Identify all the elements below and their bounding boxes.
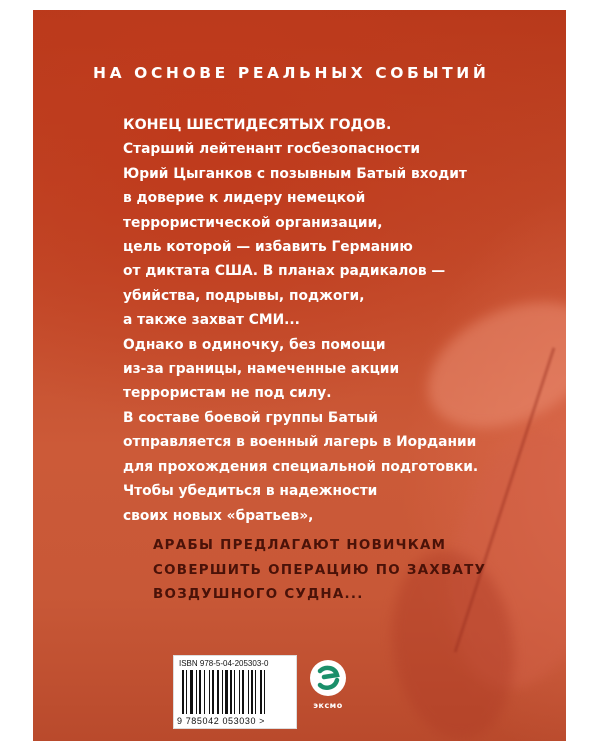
barcode-bar [182,670,184,714]
teaser-line: СОВЕРШИТЬ ОПЕРАЦИЮ ПО ЗАХВАТУ [153,562,487,578]
barcode-bar [212,670,214,714]
barcode-bar [222,670,223,714]
barcode-panel [173,655,297,729]
barcode-bar [186,670,187,714]
barcode-bar [264,670,265,714]
eksmo-icon [310,660,346,696]
description-line: Чтобы убедиться в надежности [123,483,378,500]
barcode-bar [239,670,240,714]
barcode-bar [225,670,228,714]
barcode-bar [204,670,205,714]
description-line: Однако в одиночку, без помощи [123,336,386,353]
description-line: из-за границы, намеченные акции [123,361,400,378]
description-line: Юрий Цыганков с позывным Батый входит [123,165,467,182]
isbn-label: ISBN 978-5-04-205303-0 [179,659,269,668]
publisher-logo [306,660,350,718]
barcode-bar [234,670,235,714]
barcode-bar [190,670,193,714]
description-line: В составе боевой группы Батый [123,409,378,426]
barcode [182,670,288,714]
description-line: цель которой — избавить Германию [123,239,413,256]
teaser-line: АРАБЫ ПРЕДЛАГАЮТ НОВИЧКАМ [153,538,447,553]
barcode-bar [260,670,262,714]
description-line: своих новых «братьев», [123,507,314,524]
description-line: от диктата США. В планах радикалов — [123,263,446,280]
tagline: НА ОСНОВЕ РЕАЛЬНЫХ СОБЫТИЙ [93,64,490,82]
barcode-bar [251,670,253,714]
description-line: террористической организации, [123,214,383,231]
barcode-bar [196,670,197,714]
description-line: КОНЕЦ ШЕСТИДЕСЯТЫХ ГОДОВ. [123,117,392,133]
description-line: убийства, подрывы, поджоги, [123,287,365,304]
barcode-digits: 9 785042 053030 > [177,716,266,726]
description-line: Старший лейтенант госбезопасности [123,141,420,158]
barcode-bar [199,670,201,714]
publisher-name: эксмо [313,701,343,710]
barcode-bar [248,670,249,714]
teaser [153,534,487,608]
book-back-cover [33,10,566,741]
description-line: для прохождения специальной подготовки. [123,458,479,475]
barcode-bar [242,670,244,714]
barcode-bar [209,670,210,714]
description-line: террористам не под силу. [123,385,332,402]
barcode-bar [230,670,232,714]
barcode-bar [255,670,256,714]
barcode-bar [217,670,219,714]
description [123,113,503,528]
description-line: а также захват СМИ... [123,312,300,329]
publisher-logo-mark [310,660,346,696]
teaser-line: ВОЗДУШНОГО СУДНА... [153,587,364,602]
description-line: отправляется в военный лагерь в Иордании [123,434,477,451]
description-line: в доверие к лидеру немецкой [123,190,366,207]
